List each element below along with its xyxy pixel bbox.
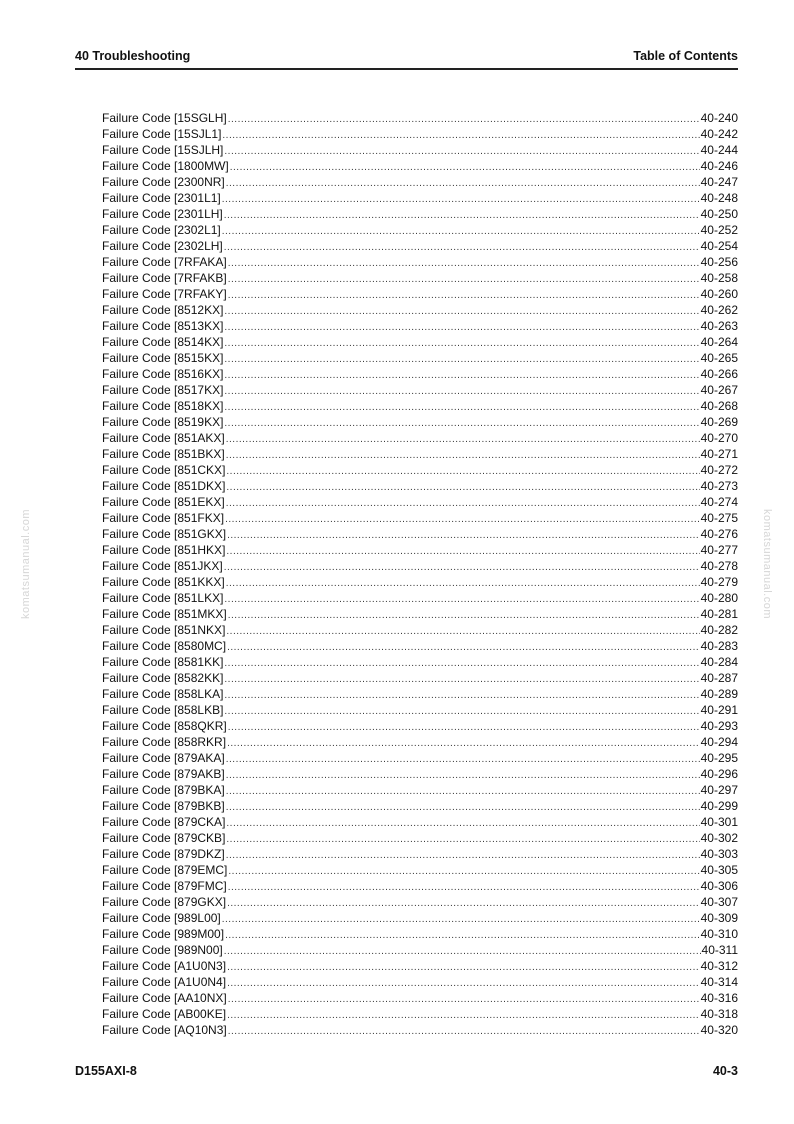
- toc-entry-page: 40-301: [700, 815, 738, 829]
- toc-entry[interactable]: [102, 1022, 738, 1038]
- toc-leader-dots: [226, 176, 700, 192]
- toc-entry[interactable]: [102, 430, 738, 446]
- toc-entry-page: 40-314: [700, 975, 738, 989]
- toc-entry-page: 40-278: [700, 559, 738, 573]
- toc-entry-label: Failure Code [858LKA]: [102, 687, 224, 701]
- toc-entry-page: 40-305: [700, 863, 738, 877]
- toc-leader-dots: [226, 784, 700, 800]
- toc-entry[interactable]: [102, 318, 738, 334]
- toc-entry[interactable]: [102, 750, 738, 766]
- toc-entry-page: 40-293: [700, 719, 738, 733]
- toc-entry[interactable]: [102, 926, 738, 942]
- toc-leader-dots: [226, 448, 700, 464]
- toc-leader-dots: [226, 576, 700, 592]
- toc-leader-dots: [226, 432, 700, 448]
- toc-entry[interactable]: [102, 718, 738, 734]
- toc-leader-dots: [228, 256, 700, 272]
- toc-entry-label: Failure Code [2301L1]: [102, 191, 221, 205]
- toc-entry-label: Failure Code [879AKB]: [102, 767, 225, 781]
- toc-leader-dots: [228, 720, 700, 736]
- toc-entry-label: Failure Code [AA10NX]: [102, 991, 227, 1005]
- toc-entry-page: 40-265: [700, 351, 738, 365]
- toc-entry[interactable]: [102, 782, 738, 798]
- toc-leader-dots: [228, 1024, 700, 1040]
- toc-entry[interactable]: [102, 846, 738, 862]
- toc-entry[interactable]: [102, 366, 738, 382]
- toc-entry[interactable]: [102, 286, 738, 302]
- toc-entry[interactable]: [102, 222, 738, 238]
- toc-leader-dots: [230, 160, 700, 176]
- toc-entry-page: 40-294: [700, 735, 738, 749]
- toc-leader-dots: [228, 272, 700, 288]
- toc-entry-label: Failure Code [AQ10N3]: [102, 1023, 227, 1037]
- toc-leader-dots: [224, 144, 699, 160]
- toc-entry-page: 40-264: [700, 335, 738, 349]
- toc-entry-label: Failure Code [8517KX]: [102, 383, 224, 397]
- watermark-left: komatsumanual.com: [20, 509, 32, 619]
- toc-entry-label: Failure Code [851FKX]: [102, 511, 225, 525]
- toc-entry-label: Failure Code [879AKA]: [102, 751, 225, 765]
- toc-entry-label: Failure Code [15SJL1]: [102, 127, 222, 141]
- toc-leader-dots: [224, 336, 699, 352]
- toc-leader-dots: [228, 608, 700, 624]
- toc-entry-label: Failure Code [858QKR]: [102, 719, 227, 733]
- toc-leader-dots: [227, 1008, 700, 1024]
- toc-entry-page: 40-310: [700, 927, 738, 941]
- toc-entry-label: Failure Code [8580MC]: [102, 639, 227, 653]
- toc-leader-dots: [224, 656, 699, 672]
- toc-entry-label: Failure Code [851NKX]: [102, 623, 226, 637]
- toc-entry-label: Failure Code [851GKX]: [102, 527, 227, 541]
- toc-entry-label: Failure Code [879DKZ]: [102, 847, 225, 861]
- toc-leader-dots: [227, 896, 700, 912]
- toc-leader-dots: [228, 880, 700, 896]
- toc-entry-page: 40-268: [700, 399, 738, 413]
- toc-leader-dots: [224, 688, 699, 704]
- toc-entry[interactable]: [102, 654, 738, 670]
- toc-entry-label: Failure Code [8519KX]: [102, 415, 224, 429]
- toc-entry-page: 40-262: [700, 303, 738, 317]
- toc-entry-page: 40-280: [700, 591, 738, 605]
- toc-entry[interactable]: [102, 110, 738, 126]
- toc-entry-page: 40-307: [700, 895, 738, 909]
- toc-entry[interactable]: [102, 174, 738, 190]
- toc-leader-dots: [224, 240, 700, 256]
- toc-entry[interactable]: [102, 558, 738, 574]
- toc-entry-page: 40-283: [700, 639, 738, 653]
- toc-leader-dots: [226, 768, 700, 784]
- toc-entry-page: 40-271: [700, 447, 738, 461]
- toc-entry-page: 40-276: [700, 527, 738, 541]
- toc-entry-page: 40-256: [700, 255, 738, 269]
- toc-entry[interactable]: [102, 686, 738, 702]
- toc-leader-dots: [224, 304, 699, 320]
- toc-entry[interactable]: [102, 526, 738, 542]
- toc-entry-label: Failure Code [7RFAKB]: [102, 271, 227, 285]
- toc-entry-label: Failure Code [851AKX]: [102, 431, 225, 445]
- toc-entry[interactable]: [102, 766, 738, 782]
- toc-entry[interactable]: [102, 350, 738, 366]
- toc-leader-dots: [228, 864, 699, 880]
- toc-entry-page: 40-246: [700, 159, 738, 173]
- toc-entry[interactable]: [102, 974, 738, 990]
- toc-entry[interactable]: [102, 190, 738, 206]
- toc-entry[interactable]: [102, 302, 738, 318]
- toc-entry[interactable]: [102, 1006, 738, 1022]
- toc-leader-dots: [226, 624, 699, 640]
- toc-entry-page: 40-282: [700, 623, 738, 637]
- toc-entry-page: 40-275: [700, 511, 738, 525]
- toc-entry-label: Failure Code [851DKX]: [102, 479, 226, 493]
- toc-entry-label: Failure Code [15SJLH]: [102, 143, 224, 157]
- toc-entry[interactable]: [102, 494, 738, 510]
- toc-entry-page: 40-263: [700, 319, 738, 333]
- toc-entry-page: 40-299: [700, 799, 738, 813]
- toc-entry[interactable]: [102, 414, 738, 430]
- toc-entry-page: 40-296: [700, 767, 738, 781]
- toc-entry-label: Failure Code [8581KK]: [102, 655, 224, 669]
- toc-entry-label: Failure Code [8515KX]: [102, 351, 224, 365]
- toc-entry-page: 40-295: [700, 751, 738, 765]
- toc-entry-label: Failure Code [851JKX]: [102, 559, 223, 573]
- page-number: 40-3: [712, 1064, 738, 1078]
- toc-leader-dots: [224, 672, 699, 688]
- toc-leader-dots: [226, 800, 700, 816]
- toc-entry[interactable]: [102, 206, 738, 222]
- toc-entry-label: Failure Code [7RFAKY]: [102, 287, 227, 301]
- toc-entry-page: 40-287: [700, 671, 738, 685]
- toc-entry-label: Failure Code [879CKA]: [102, 815, 226, 829]
- toc-entry[interactable]: [102, 142, 738, 158]
- toc-entry[interactable]: [102, 542, 738, 558]
- toc-entry-label: Failure Code [858LKB]: [102, 703, 224, 717]
- toc-entry-label: Failure Code [8512KX]: [102, 303, 224, 317]
- toc-entry-page: 40-274: [700, 495, 738, 509]
- toc-entry-page: 40-242: [700, 127, 738, 141]
- toc-entry[interactable]: [102, 734, 738, 750]
- toc-leader-dots: [224, 944, 701, 960]
- toc-entry-page: 40-289: [700, 687, 738, 701]
- toc-entry-page: 40-302: [700, 831, 738, 845]
- toc-entry-label: Failure Code [2302LH]: [102, 239, 223, 253]
- toc-entry-page: 40-258: [700, 271, 738, 285]
- toc-entry-label: Failure Code [15SGLH]: [102, 111, 227, 125]
- toc-entry-label: Failure Code [879GKX]: [102, 895, 227, 909]
- toc-entry[interactable]: [102, 510, 738, 526]
- toc-entry-label: Failure Code [879BKB]: [102, 799, 225, 813]
- toc-leader-dots: [226, 848, 700, 864]
- toc-leader-dots: [228, 112, 700, 128]
- toc-entry[interactable]: [102, 862, 738, 878]
- section-title: 40 Troubleshooting: [75, 49, 191, 63]
- page-footer: [75, 1064, 738, 1080]
- toc-leader-dots: [222, 912, 700, 928]
- toc-leader-dots: [222, 128, 699, 144]
- toc-entry-page: 40-247: [700, 175, 738, 189]
- toc-entry[interactable]: [102, 126, 738, 142]
- toc-leader-dots: [222, 192, 700, 208]
- toc-entry-label: Failure Code [2301LH]: [102, 207, 223, 221]
- toc-leader-dots: [224, 704, 699, 720]
- toc-entry-page: 40-277: [700, 543, 738, 557]
- toc-entry[interactable]: [102, 958, 738, 974]
- toc-leader-dots: [227, 640, 700, 656]
- toc-entry-page: 40-244: [700, 143, 738, 157]
- toc-entry[interactable]: [102, 334, 738, 350]
- toc-entry-label: Failure Code [8582KK]: [102, 671, 224, 685]
- toc-entry-label: Failure Code [8516KX]: [102, 367, 224, 381]
- toc-entry-label: Failure Code [879BKA]: [102, 783, 225, 797]
- watermark-right: komatsumanual.com: [761, 509, 773, 619]
- toc-entry-label: Failure Code [2302L1]: [102, 223, 221, 237]
- toc-leader-dots: [228, 288, 700, 304]
- toc-entry-label: Failure Code [851BKX]: [102, 447, 225, 461]
- toc-entry-label: Failure Code [879EMC]: [102, 863, 228, 877]
- toc-entry-label: Failure Code [8514KX]: [102, 335, 224, 349]
- toc-entry-page: 40-309: [700, 911, 738, 925]
- toc-leader-dots: [225, 928, 700, 944]
- toc-leader-dots: [224, 560, 700, 576]
- toc-entry-label: Failure Code [989L00]: [102, 911, 221, 925]
- toc-entry-page: 40-284: [700, 655, 738, 669]
- toc-list: [102, 110, 738, 1038]
- toc-entry-label: Failure Code [851MKX]: [102, 607, 227, 621]
- toc-entry-label: Failure Code [879FMC]: [102, 879, 227, 893]
- toc-entry[interactable]: [102, 702, 738, 718]
- toc-entry-page: 40-306: [700, 879, 738, 893]
- toc-entry[interactable]: [102, 942, 738, 958]
- toc-leader-dots: [224, 400, 699, 416]
- toc-entry-page: 40-240: [700, 111, 738, 125]
- toc-entry-page: 40-316: [700, 991, 738, 1005]
- toc-leader-dots: [227, 736, 700, 752]
- toc-leader-dots: [224, 320, 699, 336]
- toc-entry-page: 40-303: [700, 847, 738, 861]
- toc-entry[interactable]: [102, 894, 738, 910]
- toc-entry[interactable]: [102, 814, 738, 830]
- toc-leader-dots: [227, 960, 700, 976]
- toc-entry[interactable]: [102, 574, 738, 590]
- toc-entry-page: 40-291: [700, 703, 738, 717]
- toc-entry[interactable]: [102, 878, 738, 894]
- toc-entry[interactable]: [102, 270, 738, 286]
- toc-leader-dots: [228, 992, 700, 1008]
- toc-entry-page: 40-297: [700, 783, 738, 797]
- toc-leader-dots: [227, 528, 700, 544]
- toc-entry[interactable]: [102, 382, 738, 398]
- toc-entry-page: 40-254: [700, 239, 738, 253]
- toc-leader-dots: [225, 512, 700, 528]
- toc-entry[interactable]: [102, 638, 738, 654]
- toc-entry-page: 40-312: [700, 959, 738, 973]
- toc-entry[interactable]: [102, 798, 738, 814]
- toc-entry-page: 40-250: [700, 207, 738, 221]
- toc-entry[interactable]: [102, 158, 738, 174]
- toc-entry-page: 40-281: [700, 607, 738, 621]
- toc-leader-dots: [224, 384, 699, 400]
- toc-entry[interactable]: [102, 478, 738, 494]
- toc-entry-label: Failure Code [A1U0N3]: [102, 959, 227, 973]
- toc-entry[interactable]: [102, 462, 738, 478]
- toc-entry-label: Failure Code [851CKX]: [102, 463, 226, 477]
- toc-entry-page: 40-273: [700, 479, 738, 493]
- toc-entry-label: Failure Code [851EKX]: [102, 495, 225, 509]
- toc-leader-dots: [224, 208, 700, 224]
- toc-leader-dots: [224, 368, 699, 384]
- toc-entry-label: Failure Code [1800MW]: [102, 159, 229, 173]
- toc-leader-dots: [224, 352, 699, 368]
- toc-entry-label: Failure Code [A1U0N4]: [102, 975, 227, 989]
- toc-entry-label: Failure Code [2300NR]: [102, 175, 225, 189]
- toc-entry-page: 40-260: [700, 287, 738, 301]
- toc-entry-page: 40-248: [700, 191, 738, 205]
- toc-leader-dots: [226, 816, 699, 832]
- toc-entry[interactable]: [102, 446, 738, 462]
- toc-entry-label: Failure Code [851HKX]: [102, 543, 226, 557]
- toc-entry[interactable]: [102, 990, 738, 1006]
- toc-entry-page: 40-272: [700, 463, 738, 477]
- toc-entry-page: 40-320: [700, 1023, 738, 1037]
- toc-entry-page: 40-266: [700, 367, 738, 381]
- toc-entry[interactable]: [102, 254, 738, 270]
- toc-entry-page: 40-267: [700, 383, 738, 397]
- toc-leader-dots: [226, 832, 699, 848]
- model-number: D155AXI-8: [75, 1064, 137, 1078]
- toc-entry-label: Failure Code [7RFAKA]: [102, 255, 227, 269]
- toc-entry-page: 40-311: [701, 943, 738, 957]
- toc-entry-label: Failure Code [8518KX]: [102, 399, 224, 413]
- toc-leader-dots: [222, 224, 700, 240]
- toc-leader-dots: [227, 976, 700, 992]
- toc-entry[interactable]: [102, 238, 738, 254]
- toc-entry-label: Failure Code [8513KX]: [102, 319, 224, 333]
- toc-entry-page: 40-279: [700, 575, 738, 589]
- toc-entry-label: Failure Code [851LKX]: [102, 591, 224, 605]
- toc-entry[interactable]: [102, 830, 738, 846]
- toc-entry-label: Failure Code [851KKX]: [102, 575, 225, 589]
- toc-leader-dots: [226, 496, 700, 512]
- toc-leader-dots: [226, 464, 699, 480]
- toc-leader-dots: [224, 416, 699, 432]
- toc-entry-label: Failure Code [989N00]: [102, 943, 223, 957]
- toc-entry-page: 40-269: [700, 415, 738, 429]
- toc-entry-page: 40-270: [700, 431, 738, 445]
- toc-entry-page: 40-318: [700, 1007, 738, 1021]
- toc-entry-label: Failure Code [879CKB]: [102, 831, 226, 845]
- toc-entry[interactable]: [102, 590, 738, 606]
- toc-entry-label: Failure Code [989M00]: [102, 927, 225, 941]
- toc-leader-dots: [224, 592, 699, 608]
- toc-entry-label: Failure Code [AB00KE]: [102, 1007, 227, 1021]
- toc-leader-dots: [226, 544, 699, 560]
- toc-entry-label: Failure Code [858RKR]: [102, 735, 227, 749]
- toc-leader-dots: [226, 480, 699, 496]
- toc-entry[interactable]: [102, 622, 738, 638]
- toc-leader-dots: [226, 752, 700, 768]
- toc-entry[interactable]: [102, 606, 738, 622]
- header-title: Table of Contents: [633, 49, 738, 63]
- toc-entry[interactable]: [102, 670, 738, 686]
- toc-entry[interactable]: [102, 398, 738, 414]
- toc-entry-page: 40-252: [700, 223, 738, 237]
- page-header: [75, 48, 738, 70]
- toc-entry[interactable]: [102, 910, 738, 926]
